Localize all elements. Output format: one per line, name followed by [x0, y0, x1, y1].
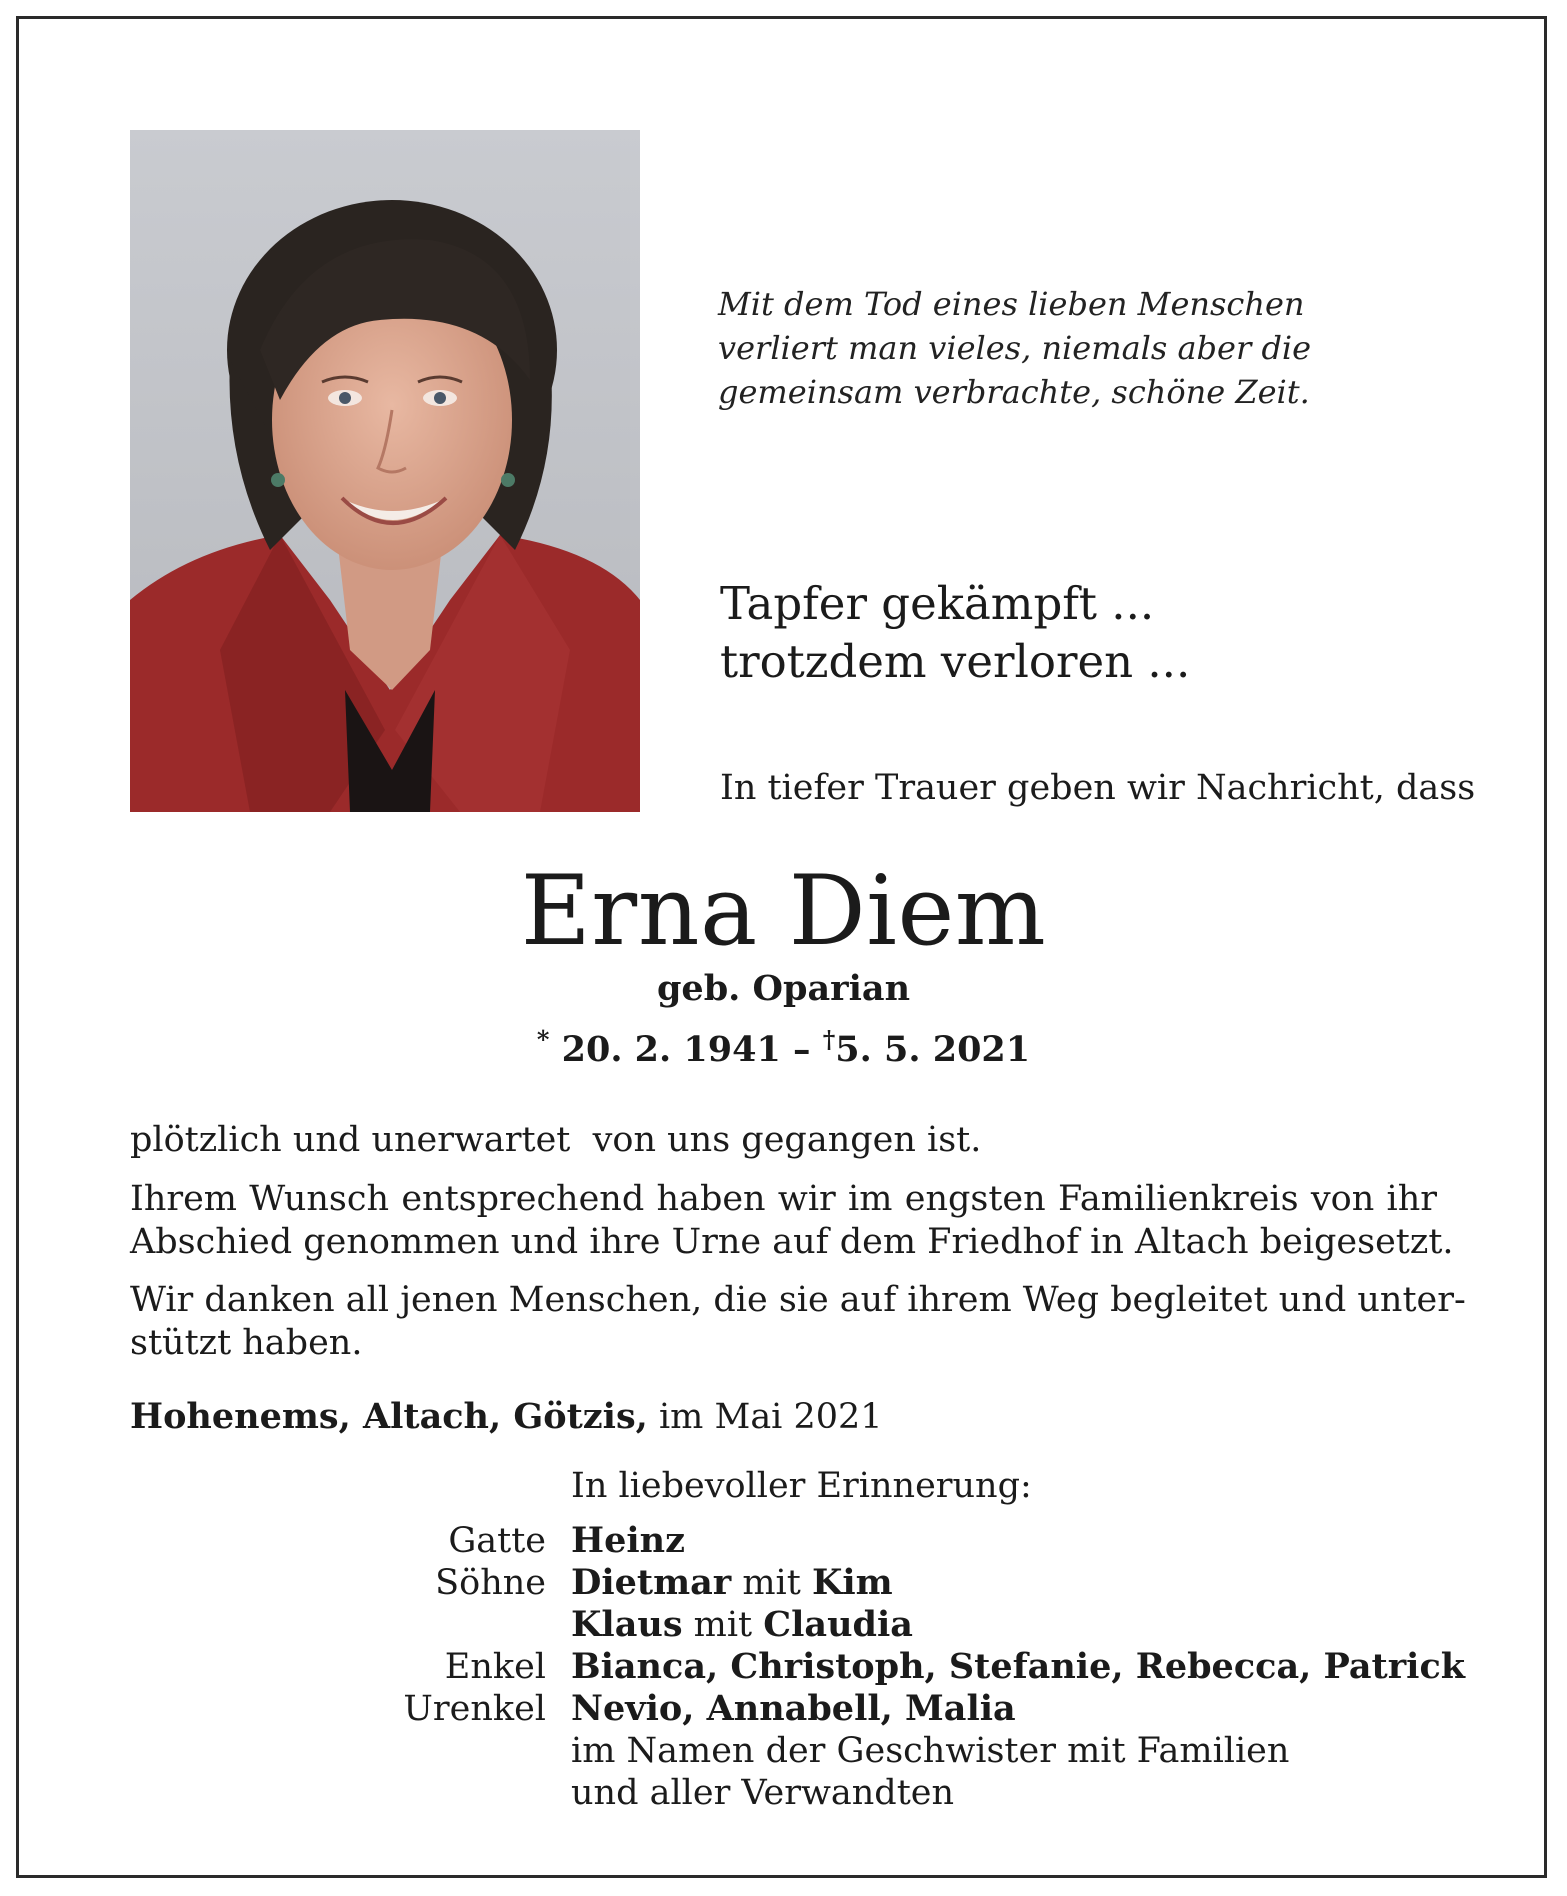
announcement-intro: In tiefer Trauer geben wir Nachricht, dass: [720, 768, 1476, 808]
paragraph-funeral: [130, 1178, 1454, 1264]
maiden-name: geb. Oparian: [656, 968, 911, 1009]
family-row-soehne: [340, 1562, 1465, 1604]
family-closing-1: [340, 1730, 1465, 1772]
quote-line: verliert man vieles, niemals aber die: [718, 329, 1312, 367]
motto-line: Tapfer gekämpft ...: [720, 577, 1155, 630]
deceased-name: Erna Diem: [520, 855, 1047, 967]
quote-line: gemeinsam verbrachte, schöne Zeit.: [718, 373, 1310, 411]
portrait-photo: [130, 130, 640, 812]
family-member: Nevio, Annabell, Malia: [571, 1688, 1016, 1729]
motto: [720, 575, 1190, 691]
death-symbol: †: [822, 1025, 836, 1054]
family-row-soehne-2: [340, 1604, 1465, 1646]
paragraph-thanks: [130, 1279, 1466, 1365]
date-separator: –: [793, 1029, 811, 1070]
family-list: [340, 1520, 1465, 1814]
family-member: Klaus: [571, 1604, 683, 1645]
family-connector: mit: [682, 1605, 764, 1645]
paragraph-line: Abschied genommen und ihre Urne auf dem Friedhof in Altach beigesetzt.: [130, 1222, 1454, 1262]
place-and-date: [130, 1396, 883, 1437]
death-date: 5. 5. 2021: [835, 1029, 1031, 1070]
memory-heading: In liebevoller Erinnerung:: [571, 1466, 1032, 1506]
paragraph-line: Wir danken all jenen Menschen, die sie auf ihrem Weg begleitet und unter-: [130, 1280, 1466, 1320]
notice-date: im Mai 2021: [647, 1397, 883, 1437]
family-row-enkel: [340, 1646, 1465, 1688]
family-role: Urenkel: [403, 1689, 546, 1729]
family-member: Claudia: [763, 1604, 913, 1645]
family-member: Heinz: [571, 1520, 685, 1561]
quote-line: Mit dem Tod eines lieben Menschen: [718, 285, 1305, 323]
family-member: Kim: [811, 1562, 893, 1603]
family-member: Dietmar: [571, 1562, 732, 1603]
family-role: Gatte: [448, 1521, 546, 1561]
birth-date: 20. 2. 1941: [561, 1029, 781, 1070]
family-row-urenkel: [340, 1688, 1465, 1730]
paragraph-line: Ihrem Wunsch entsprechend haben wir im engsten Familienkreis von ihr: [130, 1179, 1437, 1219]
motto-line: trotzdem verloren ...: [720, 635, 1191, 688]
memorial-quote: [718, 282, 1338, 414]
paragraph-passing: plötzlich und unerwartet von uns gegangen ist.: [130, 1120, 982, 1160]
portrait-image: [130, 130, 640, 812]
birth-symbol: *: [536, 1025, 550, 1054]
family-row-gatte: [340, 1520, 1465, 1562]
place-towns: Hohenems, Altach, Götzis,: [130, 1396, 648, 1437]
paragraph-line: stützt haben.: [130, 1323, 363, 1363]
family-role: Söhne: [435, 1563, 546, 1603]
family-closing-2: [340, 1772, 1465, 1814]
family-member: Bianca, Christoph, Stefanie, Rebecca, Patrick: [571, 1646, 1466, 1687]
family-connector: mit: [731, 1563, 812, 1603]
life-dates: [0, 1025, 1567, 1070]
closing-line: und aller Verwandten: [571, 1773, 955, 1813]
family-role: Enkel: [444, 1647, 546, 1687]
closing-line: im Namen der Geschwister mit Familien: [571, 1731, 1290, 1771]
